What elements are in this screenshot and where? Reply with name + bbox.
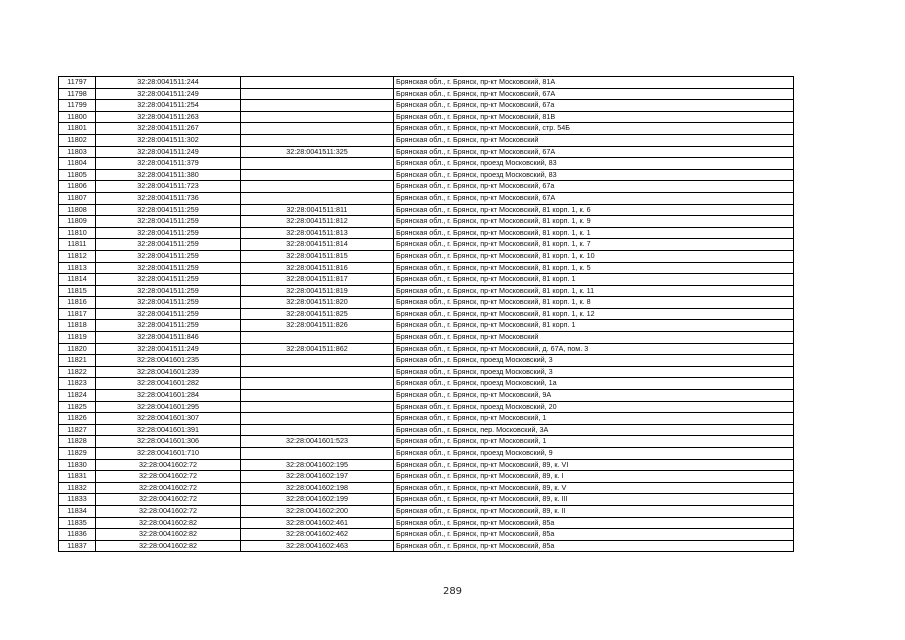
object-number-cell: 32:28:0041511:826	[241, 320, 394, 332]
address-cell: Брянская обл., г. Брянск, пр-кт Московский, 81 корп. 1, к. 5	[394, 262, 794, 274]
table-row	[59, 378, 794, 390]
address-cell: Брянская обл., г. Брянск, пр-кт Московский, 85а	[394, 529, 794, 541]
cadastral-number-cell: 32:28:0041602:82	[96, 517, 241, 529]
row-number-cell: 11800	[59, 111, 96, 123]
object-number-cell	[241, 424, 394, 436]
row-number-cell: 11813	[59, 262, 96, 274]
registry-table	[58, 76, 794, 552]
table-row	[59, 459, 794, 471]
table-row	[59, 274, 794, 286]
row-number-cell: 11815	[59, 285, 96, 297]
table-row	[59, 529, 794, 541]
cadastral-number-cell: 32:28:0041602:72	[96, 494, 241, 506]
row-number-cell: 11830	[59, 459, 96, 471]
table-row	[59, 390, 794, 402]
cadastral-number-cell: 32:28:0041511:259	[96, 227, 241, 239]
object-number-cell: 32:28:0041511:814	[241, 239, 394, 251]
row-number-cell: 11801	[59, 123, 96, 135]
address-cell: Брянская обл., г. Брянск, пр-кт Московский, стр. 54Б	[394, 123, 794, 135]
cadastral-number-cell: 32:28:0041511:254	[96, 100, 241, 112]
row-number-cell: 11831	[59, 471, 96, 483]
cadastral-number-cell: 32:28:0041511:259	[96, 308, 241, 320]
row-number-cell: 11818	[59, 320, 96, 332]
address-cell: Брянская обл., г. Брянск, пр-кт Московский, 85а	[394, 517, 794, 529]
table-row	[59, 158, 794, 170]
table-row	[59, 320, 794, 332]
table-row	[59, 424, 794, 436]
object-number-cell: 32:28:0041601:523	[241, 436, 394, 448]
object-number-cell: 32:28:0041511:815	[241, 250, 394, 262]
table-row	[59, 540, 794, 552]
table-row	[59, 517, 794, 529]
object-number-cell	[241, 88, 394, 100]
cadastral-number-cell: 32:28:0041511:263	[96, 111, 241, 123]
address-cell: Брянская обл., г. Брянск, пр-кт Московский, 67А	[394, 146, 794, 158]
table-row	[59, 332, 794, 344]
object-number-cell	[241, 192, 394, 204]
address-cell: Брянская обл., г. Брянск, пр-кт Московский, 67а	[394, 181, 794, 193]
row-number-cell: 11836	[59, 529, 96, 541]
address-cell: Брянская обл., г. Брянск, проезд Московский, 20	[394, 401, 794, 413]
row-number-cell: 11821	[59, 355, 96, 367]
object-number-cell: 32:28:0041511:825	[241, 308, 394, 320]
address-cell: Брянская обл., г. Брянск, проезд Московский, 9	[394, 448, 794, 460]
table-row	[59, 204, 794, 216]
address-cell: Брянская обл., г. Брянск, пр-кт Московский, 81 корп. 1, к. 11	[394, 285, 794, 297]
object-number-cell	[241, 332, 394, 344]
cadastral-number-cell: 32:28:0041511:379	[96, 158, 241, 170]
row-number-cell: 11828	[59, 436, 96, 448]
cadastral-number-cell: 32:28:0041601:282	[96, 378, 241, 390]
table-row	[59, 111, 794, 123]
address-cell: Брянская обл., г. Брянск, пр-кт Московский, д. 67А, пом. 3	[394, 343, 794, 355]
object-number-cell	[241, 134, 394, 146]
object-number-cell	[241, 390, 394, 402]
object-number-cell	[241, 181, 394, 193]
object-number-cell: 32:28:0041511:816	[241, 262, 394, 274]
table-row	[59, 216, 794, 228]
address-cell: Брянская обл., г. Брянск, пр-кт Московский, 81 корп. 1	[394, 320, 794, 332]
cadastral-number-cell: 32:28:0041601:307	[96, 413, 241, 425]
row-number-cell: 11799	[59, 100, 96, 112]
address-cell: Брянская обл., г. Брянск, пр-кт Московский, 81А	[394, 77, 794, 89]
address-cell: Брянская обл., г. Брянск, проезд Московский, 3	[394, 366, 794, 378]
table-row	[59, 471, 794, 483]
cadastral-number-cell: 32:28:0041511:380	[96, 169, 241, 181]
table-row	[59, 250, 794, 262]
object-number-cell	[241, 123, 394, 135]
row-number-cell: 11817	[59, 308, 96, 320]
row-number-cell: 11802	[59, 134, 96, 146]
address-cell: Брянская обл., г. Брянск, проезд Московский, 83	[394, 158, 794, 170]
address-cell: Брянская обл., г. Брянск, пр-кт Московский	[394, 332, 794, 344]
object-number-cell: 32:28:0041602:195	[241, 459, 394, 471]
table-row	[59, 413, 794, 425]
table-row	[59, 192, 794, 204]
address-cell: Брянская обл., г. Брянск, проезд Московский, 83	[394, 169, 794, 181]
address-cell: Брянская обл., г. Брянск, пр-кт Московский, 67А	[394, 192, 794, 204]
table-row	[59, 146, 794, 158]
object-number-cell	[241, 355, 394, 367]
cadastral-number-cell: 32:28:0041511:249	[96, 343, 241, 355]
cadastral-number-cell: 32:28:0041601:235	[96, 355, 241, 367]
row-number-cell: 11826	[59, 413, 96, 425]
address-cell: Брянская обл., г. Брянск, пр-кт Московский, 89, к. III	[394, 494, 794, 506]
object-number-cell: 32:28:0041511:820	[241, 297, 394, 309]
table-row	[59, 262, 794, 274]
row-number-cell: 11833	[59, 494, 96, 506]
object-number-cell	[241, 378, 394, 390]
page-number: 289	[442, 586, 463, 597]
object-number-cell: 32:28:0041511:862	[241, 343, 394, 355]
table-row	[59, 227, 794, 239]
table-row	[59, 505, 794, 517]
row-number-cell: 11822	[59, 366, 96, 378]
table-row	[59, 355, 794, 367]
address-cell: Брянская обл., г. Брянск, пр-кт Московский, 85а	[394, 540, 794, 552]
row-number-cell: 11808	[59, 204, 96, 216]
table-row	[59, 401, 794, 413]
cadastral-number-cell: 32:28:0041602:72	[96, 482, 241, 494]
cadastral-number-cell: 32:28:0041602:72	[96, 459, 241, 471]
cadastral-number-cell: 32:28:0041601:391	[96, 424, 241, 436]
table-row	[59, 494, 794, 506]
table-row	[59, 436, 794, 448]
cadastral-number-cell: 32:28:0041511:259	[96, 216, 241, 228]
table-row	[59, 181, 794, 193]
table-row	[59, 448, 794, 460]
cadastral-number-cell: 32:28:0041511:302	[96, 134, 241, 146]
address-cell: Брянская обл., г. Брянск, пр-кт Московский, 9А	[394, 390, 794, 402]
table-row	[59, 308, 794, 320]
address-cell: Брянская обл., г. Брянск, пр-кт Московский, 1	[394, 436, 794, 448]
address-cell: Брянская обл., г. Брянск, пер. Московский, 3А	[394, 424, 794, 436]
cadastral-number-cell: 32:28:0041511:249	[96, 146, 241, 158]
object-number-cell: 32:28:0041602:200	[241, 505, 394, 517]
cadastral-number-cell: 32:28:0041601:710	[96, 448, 241, 460]
address-cell: Брянская обл., г. Брянск, пр-кт Московский, 1	[394, 413, 794, 425]
cadastral-number-cell: 32:28:0041511:259	[96, 204, 241, 216]
object-number-cell: 32:28:0041602:463	[241, 540, 394, 552]
cadastral-number-cell: 32:28:0041602:72	[96, 471, 241, 483]
cadastral-number-cell: 32:28:0041511:259	[96, 239, 241, 251]
cadastral-number-cell: 32:28:0041511:249	[96, 88, 241, 100]
cadastral-number-cell: 32:28:0041511:259	[96, 274, 241, 286]
address-cell: Брянская обл., г. Брянск, пр-кт Московский, 89, к. I	[394, 471, 794, 483]
row-number-cell: 11834	[59, 505, 96, 517]
object-number-cell: 32:28:0041511:811	[241, 204, 394, 216]
row-number-cell: 11811	[59, 239, 96, 251]
object-number-cell	[241, 100, 394, 112]
row-number-cell: 11814	[59, 274, 96, 286]
row-number-cell: 11798	[59, 88, 96, 100]
row-number-cell: 11809	[59, 216, 96, 228]
table-row	[59, 123, 794, 135]
table-row	[59, 88, 794, 100]
object-number-cell: 32:28:0041602:198	[241, 482, 394, 494]
row-number-cell: 11805	[59, 169, 96, 181]
cadastral-number-cell: 32:28:0041602:82	[96, 529, 241, 541]
object-number-cell: 32:28:0041511:817	[241, 274, 394, 286]
cadastral-number-cell: 32:28:0041601:284	[96, 390, 241, 402]
address-cell: Брянская обл., г. Брянск, пр-кт Московский, 89, к. VI	[394, 459, 794, 471]
address-cell: Брянская обл., г. Брянск, проезд Московский, 1а	[394, 378, 794, 390]
object-number-cell	[241, 448, 394, 460]
address-cell: Брянская обл., г. Брянск, пр-кт Московский, 81 корп. 1, к. 10	[394, 250, 794, 262]
row-number-cell: 11819	[59, 332, 96, 344]
object-number-cell	[241, 111, 394, 123]
object-number-cell	[241, 413, 394, 425]
object-number-cell: 32:28:0041602:199	[241, 494, 394, 506]
cadastral-number-cell: 32:28:0041601:295	[96, 401, 241, 413]
row-number-cell: 11812	[59, 250, 96, 262]
row-number-cell: 11806	[59, 181, 96, 193]
object-number-cell: 32:28:0041511:813	[241, 227, 394, 239]
object-number-cell: 32:28:0041602:197	[241, 471, 394, 483]
cadastral-number-cell: 32:28:0041511:846	[96, 332, 241, 344]
object-number-cell	[241, 77, 394, 89]
cadastral-number-cell: 32:28:0041602:72	[96, 505, 241, 517]
row-number-cell: 11823	[59, 378, 96, 390]
address-cell: Брянская обл., г. Брянск, пр-кт Московский	[394, 134, 794, 146]
row-number-cell: 11835	[59, 517, 96, 529]
cadastral-number-cell: 32:28:0041511:259	[96, 320, 241, 332]
object-number-cell: 32:28:0041511:812	[241, 216, 394, 228]
address-cell: Брянская обл., г. Брянск, пр-кт Московский, 81 корп. 1, к. 6	[394, 204, 794, 216]
address-cell: Брянская обл., г. Брянск, пр-кт Московский, 89, к. V	[394, 482, 794, 494]
address-cell: Брянская обл., г. Брянск, пр-кт Московский, 89, к. II	[394, 505, 794, 517]
row-number-cell: 11820	[59, 343, 96, 355]
cadastral-number-cell: 32:28:0041511:736	[96, 192, 241, 204]
object-number-cell: 32:28:0041511:325	[241, 146, 394, 158]
table-row	[59, 343, 794, 355]
address-cell: Брянская обл., г. Брянск, проезд Московский, 3	[394, 355, 794, 367]
table-row	[59, 134, 794, 146]
row-number-cell: 11807	[59, 192, 96, 204]
table-row	[59, 77, 794, 89]
address-cell: Брянская обл., г. Брянск, пр-кт Московский, 81 корп. 1, к. 9	[394, 216, 794, 228]
table-row	[59, 297, 794, 309]
row-number-cell: 11832	[59, 482, 96, 494]
row-number-cell: 11827	[59, 424, 96, 436]
object-number-cell	[241, 401, 394, 413]
table-row	[59, 239, 794, 251]
row-number-cell: 11837	[59, 540, 96, 552]
row-number-cell: 11825	[59, 401, 96, 413]
address-cell: Брянская обл., г. Брянск, пр-кт Московский, 81 корп. 1, к. 7	[394, 239, 794, 251]
row-number-cell: 11816	[59, 297, 96, 309]
cadastral-number-cell: 32:28:0041511:267	[96, 123, 241, 135]
cadastral-number-cell: 32:28:0041511:244	[96, 77, 241, 89]
row-number-cell: 11829	[59, 448, 96, 460]
object-number-cell	[241, 366, 394, 378]
address-cell: Брянская обл., г. Брянск, пр-кт Московский, 67а	[394, 100, 794, 112]
cadastral-number-cell: 32:28:0041511:259	[96, 262, 241, 274]
cadastral-number-cell: 32:28:0041511:723	[96, 181, 241, 193]
address-cell: Брянская обл., г. Брянск, пр-кт Московский, 81 корп. 1	[394, 274, 794, 286]
object-number-cell	[241, 169, 394, 181]
cadastral-number-cell: 32:28:0041601:239	[96, 366, 241, 378]
address-cell: Брянская обл., г. Брянск, пр-кт Московский, 81В	[394, 111, 794, 123]
cadastral-number-cell: 32:28:0041602:82	[96, 540, 241, 552]
address-cell: Брянская обл., г. Брянск, пр-кт Московский, 81 корп. 1, к. 8	[394, 297, 794, 309]
cadastral-number-cell: 32:28:0041511:259	[96, 250, 241, 262]
row-number-cell: 11803	[59, 146, 96, 158]
registry-table-body	[59, 77, 794, 552]
table-row	[59, 366, 794, 378]
address-cell: Брянская обл., г. Брянск, пр-кт Московский, 81 корп. 1, к. 12	[394, 308, 794, 320]
row-number-cell: 11824	[59, 390, 96, 402]
address-cell: Брянская обл., г. Брянск, пр-кт Московский, 81 корп. 1, к. 1	[394, 227, 794, 239]
row-number-cell: 11797	[59, 77, 96, 89]
cadastral-number-cell: 32:28:0041511:259	[96, 297, 241, 309]
table-row	[59, 169, 794, 181]
object-number-cell: 32:28:0041602:462	[241, 529, 394, 541]
row-number-cell: 11804	[59, 158, 96, 170]
object-number-cell: 32:28:0041511:819	[241, 285, 394, 297]
object-number-cell	[241, 158, 394, 170]
address-cell: Брянская обл., г. Брянск, пр-кт Московский, 67А	[394, 88, 794, 100]
table-row	[59, 100, 794, 112]
object-number-cell: 32:28:0041602:461	[241, 517, 394, 529]
cadastral-number-cell: 32:28:0041601:306	[96, 436, 241, 448]
cadastral-number-cell: 32:28:0041511:259	[96, 285, 241, 297]
table-row	[59, 285, 794, 297]
row-number-cell: 11810	[59, 227, 96, 239]
table-row	[59, 482, 794, 494]
